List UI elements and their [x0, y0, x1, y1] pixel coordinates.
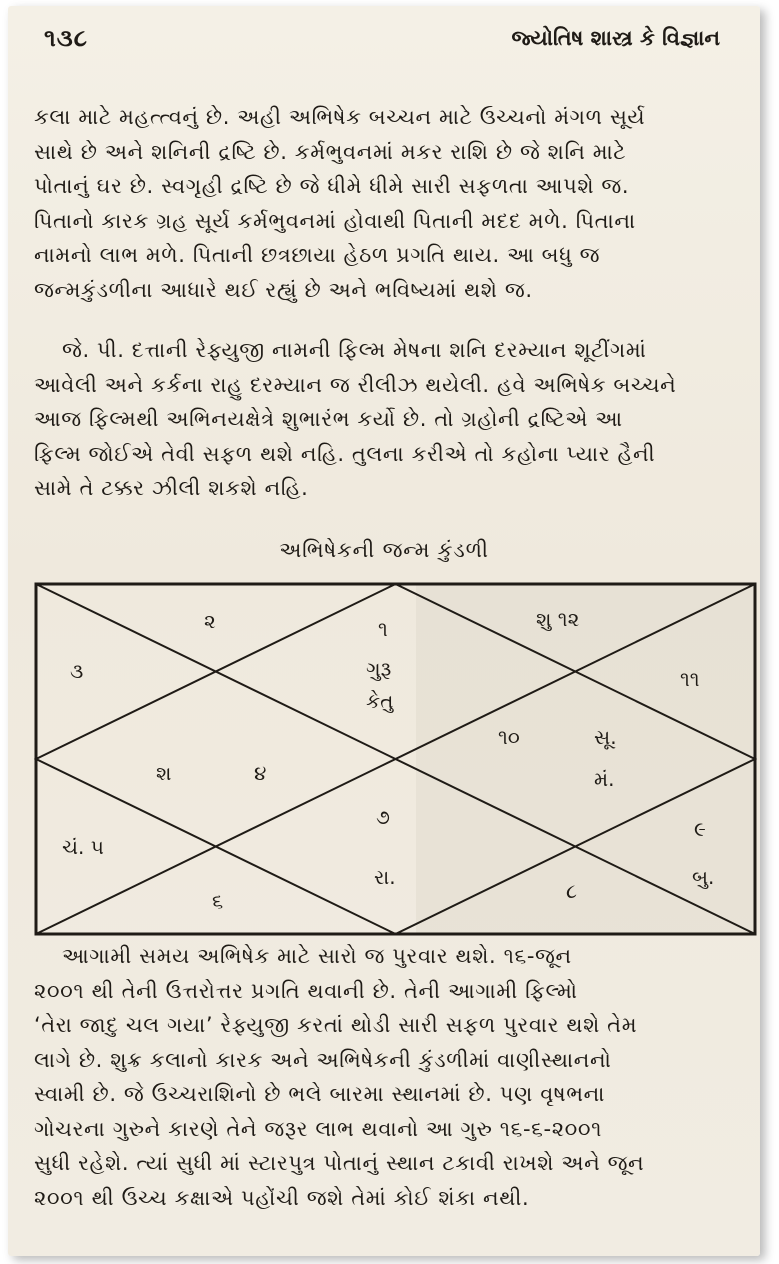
book-page	[8, 6, 760, 1256]
text-line: લાગે છે. શુક્ર કલાનો કારક અને અભિષેકની કુંડળીમાં વાણીસ્થાનનો	[34, 1047, 612, 1072]
text-line: આજ ફિલ્મથી અભિનયક્ષેત્રે શુભારંભ કર્યો છે. તો ગ્રહોની દ્રષ્ટિએ આ	[34, 407, 623, 431]
kundali-diagram	[34, 582, 757, 936]
kundali-caption: અભિષેકની જન્મ કુંડળી	[279, 538, 489, 562]
text-line: આવેલી અને કર્કના રાહુ દરમ્યાન જ રીલીઝ થયેલી. હવે અભિષેક બચ્ચને	[34, 372, 677, 397]
planet-mangal: મં.	[594, 767, 615, 791]
text-line: સાથે છે અને શનિની દ્રષ્ટિ છે. કર્મભુવનમાં મકર રાશિ છે જે શનિ માટે	[34, 139, 627, 164]
house-11: ૧૧	[680, 667, 700, 691]
running-title: જ્યોતિષ શાસ્ત્ર કે વિજ્ઞાન	[511, 25, 720, 50]
paragraph-3	[34, 939, 746, 1215]
planet-shani: શ	[156, 761, 172, 785]
house-5-chandra: ચં. ૫	[62, 835, 104, 859]
paragraph-1	[34, 100, 746, 307]
planet-surya: સૂ.	[594, 725, 617, 749]
house-3: ૩	[70, 659, 84, 683]
text-line: જે. પી. દત્તાની રેફ્યુજી નામની ફિલ્મ મેષના શનિ દરમ્યાન શૂટીંગમાં	[62, 338, 647, 362]
house-9: ૯	[694, 817, 706, 841]
text-line: કલા માટે મહત્ત્વનું છે. અહી અભિષેક બચ્ચન માટે ઉચ્ચનો મંગળ સૂર્ય	[34, 105, 646, 129]
text-line: સુધી રહેશે. ત્યાં સુધી માં સ્ટારપુત્ર પોતાનું સ્થાન ટકાવી રાખશે અને જૂન	[34, 1151, 645, 1175]
house-8: ૮	[566, 879, 577, 903]
text-line: જન્મકુંડળીના આધારે થઈ રહ્યું છે અને ભવિષ્યમાં થશે જ.	[34, 277, 533, 302]
page-header	[44, 20, 720, 56]
paragraph-2	[34, 333, 746, 506]
planet-budh: બુ.	[692, 865, 715, 889]
text-line: ૨૦૦૧ થી ઉચ્ચ કક્ષાએ પહોંચી જશે તેમાં કોઈ શંકા નથી.	[34, 1185, 530, 1210]
text-line: ગોચરના ગુરુને કારણે તેને જરૂર લાભ થવાનો આ ગુરુ ૧૬-૬-૨૦૦૧	[34, 1116, 603, 1141]
text-line: ‘તેરા જાદુ ચલ ગયા’ રેફ્યુજી કરતાં થોડી સારી સફળ પુરવાર થશે તેમ	[34, 1013, 638, 1037]
planet-rahu: રા.	[374, 865, 396, 889]
planet-guru: ગુરૂ	[366, 657, 392, 681]
text-line: પોતાનું ઘર છે. સ્વગૃહી દ્રષ્ટિ છે જે ધીમે ધીમે સારી સફળતા આપશે જ.	[34, 174, 630, 198]
house-6: ૬	[212, 889, 224, 913]
text-line: ૨૦૦૧ થી તેની ઉત્તરોત્તર પ્રગતિ થવાની છે. તેની આગામી ફિલ્મો	[34, 978, 578, 1003]
house-12-shukra: શુ ૧૨	[536, 607, 580, 631]
house-4: ૪	[254, 761, 267, 785]
planet-ketu: કેતુ	[366, 689, 394, 713]
text-line: સામે તે ટક્કર ઝીલી શકશે નહિ.	[34, 476, 309, 500]
page-number: ૧૩૮	[44, 24, 88, 52]
text-line: નામનો લાભ મળે. પિતાની છત્રછાયા હેઠળ પ્રગતિ થાય. આ બધુ જ	[34, 243, 601, 267]
text-line: આગામી સમય અભિષેક માટે સારો જ પુરવાર થશે. ૧૬-જૂન	[62, 944, 572, 968]
text-line: સ્વામી છે. જે ઉચ્ચરાશિનો છે ભલે બારમા સ્થાનમાં છે. પણ વૃષભના	[34, 1082, 606, 1106]
text-line: પિતાનો કારક ગ્રહ સૂર્ય કર્મભુવનમાં હોવાથી પિતાની મદદ મળે. પિતાના	[34, 208, 636, 233]
house-7: ૭	[376, 805, 390, 829]
text-line: ફિલ્મ જોઈએ તેવી સફળ થશે નહિ. તુલના કરીએ તો કહોના પ્યાર હૈની	[34, 441, 656, 466]
house-2: ૨	[204, 609, 216, 633]
house-10: ૧૦	[498, 725, 520, 749]
house-1: ૧	[378, 617, 388, 641]
kundali-chart	[34, 582, 757, 936]
